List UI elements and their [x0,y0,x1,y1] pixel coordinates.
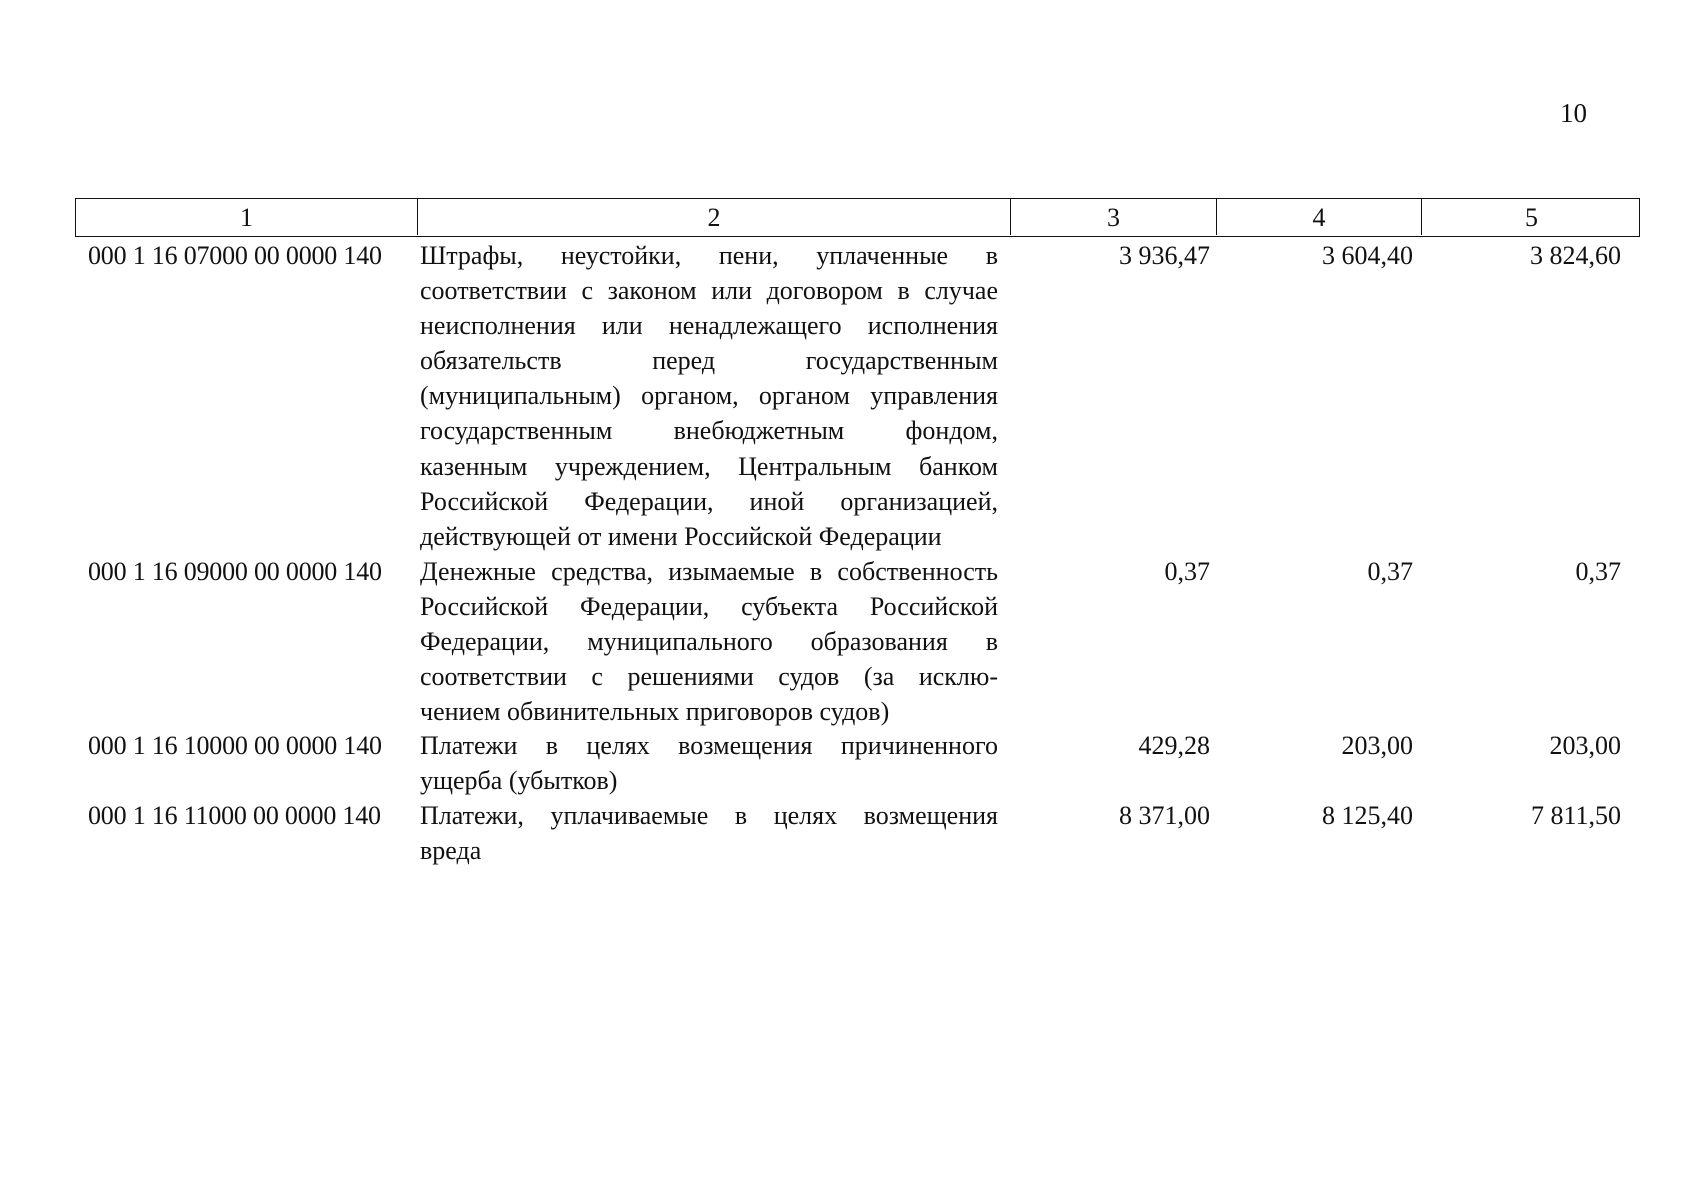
description-line: чением обвинительных приговоров судов) [420,697,890,727]
row-value-col4: 8 125,40 [1322,801,1413,830]
row-value-col3: 429,28 [1138,731,1210,760]
row-value-col4: 0,37 [1367,557,1413,586]
header-cell-1: 1 [76,199,418,235]
row-description [420,554,998,729]
description-line: (муниципальным) органом, органом управления [420,381,998,411]
description-line: Российской Федерации, субъекта Российской [420,592,998,622]
description-line: Платежи в целях возмещения причиненного [420,731,998,760]
row-value-col4: 3 604,40 [1322,241,1413,270]
row-code: 000 1 16 10000 00 0000 140 [88,731,382,760]
description-line: Федерации, муниципального образования в [420,627,998,657]
description-line: казенным учреждением, Центральным банком [420,451,998,481]
description-line: соответствии с решениями судов (за исклю- [420,662,998,692]
row-value-col5: 0,37 [1575,557,1621,586]
header-cell-3: 3 [1011,199,1217,235]
description-line: Штрафы, неустойки, пени, уплаченные в [420,241,998,270]
description-line: государственным внебюджетным фондом, [420,416,998,446]
row-value-col3: 0,37 [1164,557,1210,586]
description-line: обязательств перед государственным [420,346,998,376]
row-description [420,238,998,554]
row-code: 000 1 16 11000 00 0000 140 [88,801,381,830]
description-line: вреда [420,836,482,866]
description-line: Денежные средства, изымаемые в собственность [420,557,998,586]
description-line: соответствии с законом или договором в случае [420,276,998,306]
description-line: ущерба (убытков) [420,766,618,796]
header-cell-2: 2 [418,199,1011,235]
row-value-col3: 8 371,00 [1119,801,1210,830]
table-header [75,198,1640,237]
row-description [420,728,998,798]
description-line: действующей от имени Российской Федерации [420,521,942,551]
page-number: 10 [1560,98,1587,128]
description-line: неисполнения или ненадлежащего исполнения [420,311,998,341]
description-line: Платежи, уплачиваемые в целях возмещения [420,801,998,830]
header-cell-4: 4 [1217,199,1422,235]
row-value-col5: 3 824,60 [1530,241,1621,270]
row-value-col4: 203,00 [1341,731,1413,760]
row-value-col3: 3 936,47 [1119,241,1210,270]
row-code: 000 1 16 09000 00 0000 140 [88,557,382,586]
description-line: Российской Федерации, иной организацией, [420,486,998,516]
header-cell-5: 5 [1525,203,1538,232]
row-code: 000 1 16 07000 00 0000 140 [88,241,382,270]
row-value-col5: 203,00 [1549,731,1621,760]
row-description [420,798,998,868]
row-value-col5: 7 811,50 [1530,801,1621,830]
